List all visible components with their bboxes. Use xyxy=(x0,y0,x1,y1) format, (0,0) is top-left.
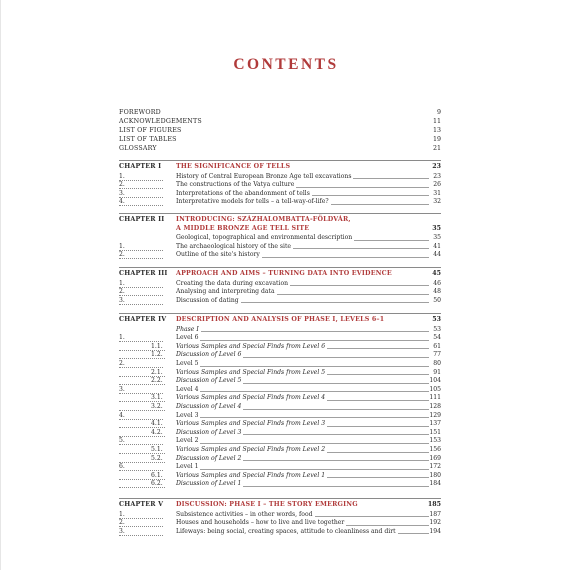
entry-page: 194 xyxy=(429,527,441,535)
toc-entry[interactable] xyxy=(119,446,441,455)
subentry-number: 1.1. xyxy=(151,342,163,350)
entry-page: 31 xyxy=(433,189,441,197)
toc-entry[interactable] xyxy=(119,190,441,199)
entry-number: 4. xyxy=(119,198,125,206)
subentry-number: 5.1. xyxy=(151,446,163,453)
toc-entry[interactable] xyxy=(119,412,441,421)
chapter-page: 23 xyxy=(432,163,441,170)
chapter-rule xyxy=(119,313,441,314)
number-rule xyxy=(119,205,163,206)
chapter-title-line: APPROACH AND AIMS – TURNING DATA INTO EVIDENCE xyxy=(176,270,392,277)
entry-page: 151 xyxy=(429,428,441,436)
entry-number: 1. xyxy=(119,242,125,250)
entry-title: Various Samples and Special Finds from Level 5 xyxy=(176,368,326,376)
toc-entry[interactable] xyxy=(119,243,441,252)
leader-line xyxy=(176,443,429,444)
toc-entry[interactable] xyxy=(119,326,441,335)
entry-title: Lifeways: being social, creating spaces, attitude to cleanliness and dirt xyxy=(176,527,396,535)
toc-entry[interactable] xyxy=(119,437,441,446)
front-matter-label: LIST OF TABLES xyxy=(119,136,177,143)
front-matter-list xyxy=(119,108,441,153)
chapter-title[interactable] xyxy=(176,216,421,233)
entry-title: Discussion of Level 3 xyxy=(176,428,242,436)
chapter-rule xyxy=(119,267,441,268)
chapter-page: 35 xyxy=(432,224,441,232)
entry-page: 128 xyxy=(429,403,441,410)
subentry-number: 6.1. xyxy=(151,471,163,479)
front-matter-label: LIST OF FIGURES xyxy=(119,127,182,134)
entry-number: 2. xyxy=(119,181,125,189)
entry-title: Interpretative models for tells – a tell-way-of-life? xyxy=(176,198,329,206)
entry-page: 23 xyxy=(433,172,441,180)
entry-page: 77 xyxy=(433,351,441,359)
entry-number: 3. xyxy=(119,296,125,304)
entry-title: Various Samples and Special Finds from Level 6 xyxy=(176,342,326,350)
toc-entry[interactable] xyxy=(119,297,441,306)
entry-number: 3. xyxy=(119,189,125,197)
entry-number: 6. xyxy=(119,463,125,471)
entry-page: 153 xyxy=(429,437,441,445)
toc-entry[interactable] xyxy=(119,234,441,243)
entry-title: Various Samples and Special Finds from Level 2 xyxy=(176,446,326,453)
entry-page: 50 xyxy=(433,296,441,304)
entry-title: Various Samples and Special Finds from Level 3 xyxy=(176,420,326,428)
entry-page: 111 xyxy=(429,394,441,402)
front-matter-page: 11 xyxy=(432,118,441,125)
toc-entry[interactable] xyxy=(119,480,441,489)
front-matter-label: ACKNOWLEDGEMENTS xyxy=(119,118,202,125)
entry-number: 1. xyxy=(119,172,125,180)
entry-title: Level 6 xyxy=(176,334,199,342)
entry-page: 80 xyxy=(433,360,441,367)
toc-entry[interactable] xyxy=(119,386,441,395)
chapter-number: CHAPTER III xyxy=(119,270,168,277)
entry-number: 2. xyxy=(119,519,125,527)
leader-line xyxy=(176,340,429,341)
subentry-number: 3.2. xyxy=(151,403,163,410)
entry-title: Various Samples and Special Finds from Level 1 xyxy=(176,471,326,479)
toc-entry[interactable] xyxy=(119,429,441,438)
toc-entry[interactable] xyxy=(119,360,441,369)
front-matter-label: FOREWORD xyxy=(119,109,161,116)
toc-entry[interactable] xyxy=(119,351,441,360)
entry-title: Discussion of dating xyxy=(176,296,239,304)
front-matter-row[interactable] xyxy=(119,108,441,117)
entry-page: 44 xyxy=(433,251,441,259)
entry-page: 172 xyxy=(429,463,441,471)
entry-title: Discussion of Level 1 xyxy=(176,480,242,488)
leader-line xyxy=(176,366,429,367)
entry-title: Phase I xyxy=(176,325,199,333)
number-rule xyxy=(119,258,163,259)
entry-number: 2. xyxy=(119,251,125,259)
chapter-page: 45 xyxy=(432,270,441,277)
chapter-number: CHAPTER I xyxy=(119,163,162,170)
toc-entry[interactable] xyxy=(119,343,441,352)
chapter-title-line: DESCRIPTION AND ANALYSIS OF PHASE I, LEVELS 6–1 xyxy=(176,316,385,323)
toc-entry[interactable] xyxy=(119,528,441,537)
entry-page: 61 xyxy=(433,342,441,350)
toc-entry[interactable] xyxy=(119,181,441,190)
front-matter-page: 21 xyxy=(432,145,441,152)
entry-title: The constructions of the Vatya culture xyxy=(176,181,295,189)
chapter-number: CHAPTER II xyxy=(119,216,165,223)
front-matter-page: 13 xyxy=(432,127,441,134)
number-rule xyxy=(119,487,165,488)
front-matter-row[interactable] xyxy=(119,135,441,144)
chapter-rule xyxy=(119,213,441,214)
entry-title: Outline of the site's history xyxy=(176,251,260,259)
entry-title: Subsistence activities – in other words, food xyxy=(176,510,313,518)
chapter-number: CHAPTER V xyxy=(119,501,164,508)
entry-page: 53 xyxy=(433,325,441,333)
toc-entry[interactable] xyxy=(119,377,441,386)
toc-entry[interactable] xyxy=(119,472,441,481)
chapter-title-line: THE SIGNIFICANCE OF TELLS xyxy=(176,163,291,170)
entry-page: 129 xyxy=(429,411,441,419)
leader-line xyxy=(176,331,429,332)
entry-number: 1. xyxy=(119,279,125,287)
entry-page: 184 xyxy=(429,480,441,488)
entry-page: 48 xyxy=(433,288,441,296)
entry-title: The archaeological history of the site xyxy=(176,242,292,250)
entry-page: 187 xyxy=(429,510,441,518)
chapter-title-line: INTRODUCING: SZÁZHALOMBATTA-FÖLDVÁR, xyxy=(176,216,351,223)
entry-page: 192 xyxy=(429,519,441,527)
front-matter-row[interactable] xyxy=(119,117,441,126)
chapter-page: 53 xyxy=(432,316,441,323)
chapter-rule xyxy=(119,160,441,161)
entry-page: 105 xyxy=(429,385,441,393)
entry-number: 5. xyxy=(119,437,125,445)
entry-title: Level 4 xyxy=(176,385,199,393)
entry-title: History of Central European Bronze Age tell excavations xyxy=(176,172,352,180)
toc-entry[interactable] xyxy=(119,288,441,297)
toc-entry[interactable] xyxy=(119,334,441,343)
toc-entry[interactable] xyxy=(119,420,441,429)
entry-title: Geological, topographical and environmental description xyxy=(176,234,353,242)
front-matter-page: 19 xyxy=(432,136,441,143)
entry-title: Discussion of Level 4 xyxy=(176,403,242,410)
toc-entry[interactable] xyxy=(119,251,441,260)
entry-title: Houses and households – how to live and live together xyxy=(176,519,345,527)
subentry-number: 3.1. xyxy=(151,394,163,402)
subentry-number: 1.2. xyxy=(151,351,163,359)
entry-page: 46 xyxy=(433,279,441,287)
chapter-title[interactable] xyxy=(176,316,421,325)
subentry-number: 5.2. xyxy=(151,454,163,462)
chapter-title[interactable] xyxy=(176,270,421,279)
front-matter-row[interactable] xyxy=(119,126,441,135)
entry-page: 32 xyxy=(433,198,441,206)
entry-title: Level 3 xyxy=(176,411,199,419)
number-rule xyxy=(119,304,163,305)
subentry-number: 4.2. xyxy=(151,428,163,436)
entry-title: Discussion of Level 6 xyxy=(176,351,242,359)
entry-page: 91 xyxy=(433,368,441,376)
front-matter-row[interactable] xyxy=(119,144,441,153)
entry-title: Interpretations of the abandonment of tells xyxy=(176,189,310,197)
chapter-title-line: DISCUSSION: PHASE I – THE STORY EMERGING xyxy=(176,501,358,508)
entry-number: 2. xyxy=(119,360,125,367)
entry-number: 3. xyxy=(119,385,125,393)
toc-entry[interactable] xyxy=(119,455,441,464)
entry-page: 54 xyxy=(433,334,441,342)
front-matter-page: 9 xyxy=(436,109,441,116)
toc-entry[interactable] xyxy=(119,463,441,472)
leader-line xyxy=(176,469,429,470)
toc-entry[interactable] xyxy=(119,519,441,528)
entry-title: Level 5 xyxy=(176,360,199,367)
toc-entry[interactable] xyxy=(119,403,441,412)
chapter-rule xyxy=(119,498,441,499)
subentry-number: 2.1. xyxy=(151,368,163,376)
entry-title: Discussion of Level 5 xyxy=(176,377,242,385)
toc-entry[interactable] xyxy=(119,198,441,207)
toc-entry[interactable] xyxy=(119,173,441,182)
leader-line xyxy=(176,391,429,392)
entry-page: 156 xyxy=(429,446,441,453)
entry-page: 137 xyxy=(429,420,441,428)
subentry-number: 2.2. xyxy=(151,377,163,385)
entry-page: 26 xyxy=(433,181,441,189)
chapter-title[interactable] xyxy=(176,501,421,510)
entry-title: Discussion of Level 2 xyxy=(176,454,242,462)
toc-entry[interactable] xyxy=(119,394,441,403)
entry-page: 41 xyxy=(433,242,441,250)
chapter-page: 185 xyxy=(427,501,441,508)
page-title: CONTENTS xyxy=(233,56,339,73)
toc-entry[interactable] xyxy=(119,511,441,520)
entry-page: 35 xyxy=(433,234,441,242)
subentry-number: 6.2. xyxy=(151,480,163,488)
leader-line xyxy=(176,417,429,418)
entry-page: 104 xyxy=(429,377,441,385)
entry-title: Creating the data during excavation xyxy=(176,279,289,287)
entry-title: Analysing and interpreting data xyxy=(176,288,275,296)
entry-number: 4. xyxy=(119,411,125,419)
number-rule xyxy=(119,535,163,536)
front-matter-label: GLOSSARY xyxy=(119,145,157,152)
entry-page: 180 xyxy=(429,471,441,479)
entry-number: 2. xyxy=(119,288,125,296)
entry-title: Level 2 xyxy=(176,437,199,445)
entry-title: Various Samples and Special Finds from Level 4 xyxy=(176,394,326,402)
entry-number: 1. xyxy=(119,334,125,342)
entry-number: 1. xyxy=(119,510,125,518)
subentry-number: 4.1. xyxy=(151,420,163,428)
toc-entry[interactable] xyxy=(119,280,441,289)
entry-number: 3. xyxy=(119,527,125,535)
entry-title: Level 1 xyxy=(176,463,199,471)
entry-page: 169 xyxy=(429,454,441,462)
chapter-title[interactable] xyxy=(176,163,421,172)
toc-entry[interactable] xyxy=(119,369,441,378)
chapter-title-line: A MIDDLE BRONZE AGE TELL SITE xyxy=(176,224,310,232)
chapter-number: CHAPTER IV xyxy=(119,316,167,323)
